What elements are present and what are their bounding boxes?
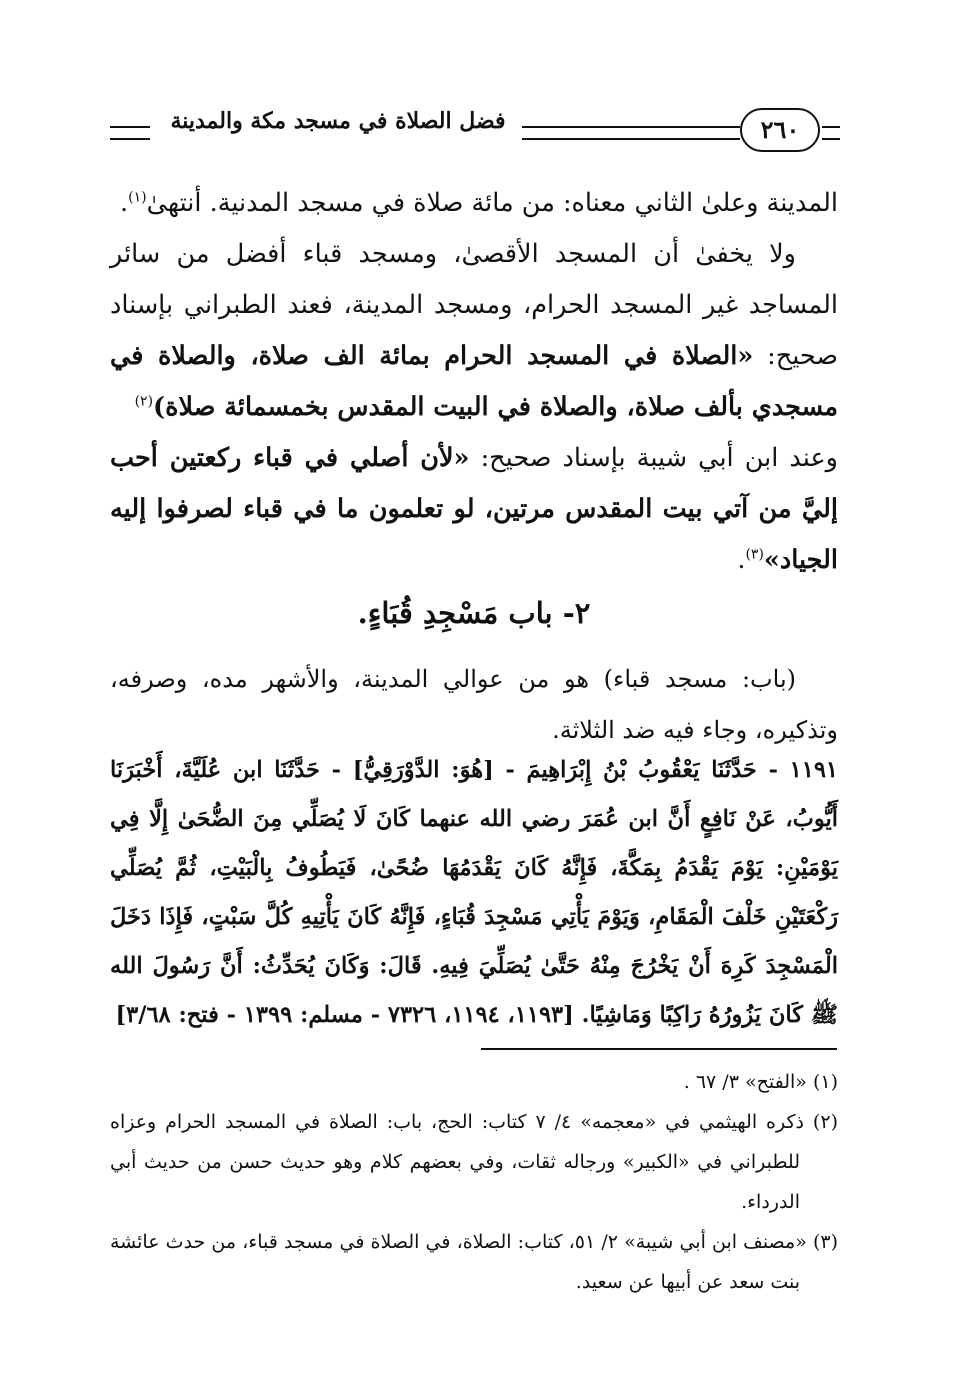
main-text xyxy=(110,178,838,586)
paragraph-1: المدينة وعلىٰ الثاني معناه: من مائة صلاة في مسجد المدنية. أنتهىٰ$^{(١)}$. xyxy=(120,188,838,218)
hadith-block xyxy=(110,746,838,1040)
footnote-3: (٣) «مصنف ابن أبي شيبة» ٢/ ٥١، كتاب: الصلاة، في الصلاة في مسجد قباء، من حدث عائشة بنت سعد عن أبيها عن سعيد. xyxy=(110,1231,839,1293)
chapter-title: ٢- باب مَسْجِدِ قُبَاءٍ. xyxy=(357,596,591,630)
hadith-text: ١١٩١ - حَدَّثَنَا يَعْقُوبُ بْنُ إِبْرَاهِيمَ - [هُوَ: الدَّوْرَقِيُّ] - حَدَّثَنَا ابن عُلَيَّةَ، أَخْبَرَنَا أَيُّوبُ، عَنْ نَافِعٍ أَنَّ ابن عُمَرَ رضي الله عنهما كَانَ لَا يُصَلِّي مِنَ الضُّحَىٰ إِلَّا فِي يَوْمَيْنِ: يَوْمَ يَقْدَمُ بِمَكَّةَ، فَإِنَّهُ كَانَ يَقْدَمُهَا ضُحًىٰ، فَيَطُوفُ بِالْبَيْتِ، ثُمَّ يُصَلِّي رَكْعَتَيْنِ خَلْفَ الْمَقَامِ، وَيَوْمَ يَأْتِي مَسْجِدَ قُبَاءٍ، فَإِنَّهُ كَانَ يَأْتِيهِ كُلَّ سَبْتٍ، فَإِذَا دَخَلَ الْمَسْجِدَ كَرِهَ أَنْ يَخْرُجَ مِنْهُ حَتَّىٰ يُصَلِّيَ فِيهِ. قَالَ: وَكَانَ يُحَدِّثُ: أَنَّ رَسُولَ الله ﷺ كَانَ يَزُورُهُ رَاكِبًا وَمَاشِيًا. [١١٩٣، ١١٩٤، ٧٣٢٦ - مسلم: ١٣٩٩ - فتح: ٣/٦٨] xyxy=(110,757,838,1028)
paragraph-1-text: المدينة وعلىٰ الثاني معناه: من مائة صلاة في مسجد المدنية. أنتهىٰ xyxy=(146,188,838,218)
header-title: فضل الصلاة في مسجد مكة والمدينة xyxy=(170,108,506,134)
header-rule-middle xyxy=(522,126,740,140)
footnote-2: (٢) ذكره الهيثمي في «معجمه» ٤/ ٧ كتاب: الحج، باب: الصلاة في المسجد الحرام وعزاه للطبراني في «الكبير» ورجاله ثقات، وفي بعضهم كلام وهو حديث حسن من حديث أبي الدرداء. xyxy=(110,1111,838,1213)
header-rule-right xyxy=(822,126,840,140)
footnote-ref-3: (٣) xyxy=(745,546,764,563)
footnote-divider xyxy=(481,1048,837,1050)
footnote-ref-1: (١) xyxy=(128,189,147,206)
chapter-commentary xyxy=(110,654,838,756)
footnote-ref-2: (٢) xyxy=(134,393,154,410)
ibn-abi-shaybah-quote: «لأن أصلي في قباء ركعتين أحب إليَّ من آتي بيت المقدس مرتين، لو تعلمون ما في قباء لصرفوا إليه الجياد» xyxy=(110,443,838,575)
paragraph-3-intro: وعند ابن أبي شيبة بإسناد صحيح: xyxy=(480,443,838,473)
running-header xyxy=(110,100,840,160)
footnotes xyxy=(110,1062,838,1302)
paragraph-3: وعند ابن أبي شيبة بإسناد صحيح: «لأن أصلي في قباء ركعتين أحب إليَّ من آتي بيت المقدس مرتين، لو تعلمون ما في قباء لصرفوا إليه الجياد»$^{(٣)}$. xyxy=(110,443,838,575)
footnote-1: (١) «الفتح» ٣/ ٦٧ . xyxy=(683,1071,838,1093)
paragraph-2 xyxy=(110,229,838,433)
chapter-commentary-text: (باب: مسجد قباء) هو من عوالي المدينة، والأشهر مده، وصرفه، وتذكيره، وجاء فيه ضد الثلاثة. xyxy=(110,665,838,744)
paragraph-2-text: ولا يخفىٰ أن المسجد الأقصىٰ، ومسجد قباء أفضل من سائر المساجد غير المسجد الحرام، ومسجد المدينة، فعند الطبراني بإسناد صحيح: xyxy=(110,239,839,371)
tabarani-quote: «الصلاة في المسجد الحرام بمائة الف صلاة، والصلاة في مسجدي بألف صلاة، والصلاة في البيت المقدس بخمسمائة صلاة) xyxy=(110,341,838,422)
page-number: ٢٦٠ xyxy=(740,108,820,152)
header-rule-left xyxy=(110,126,150,140)
